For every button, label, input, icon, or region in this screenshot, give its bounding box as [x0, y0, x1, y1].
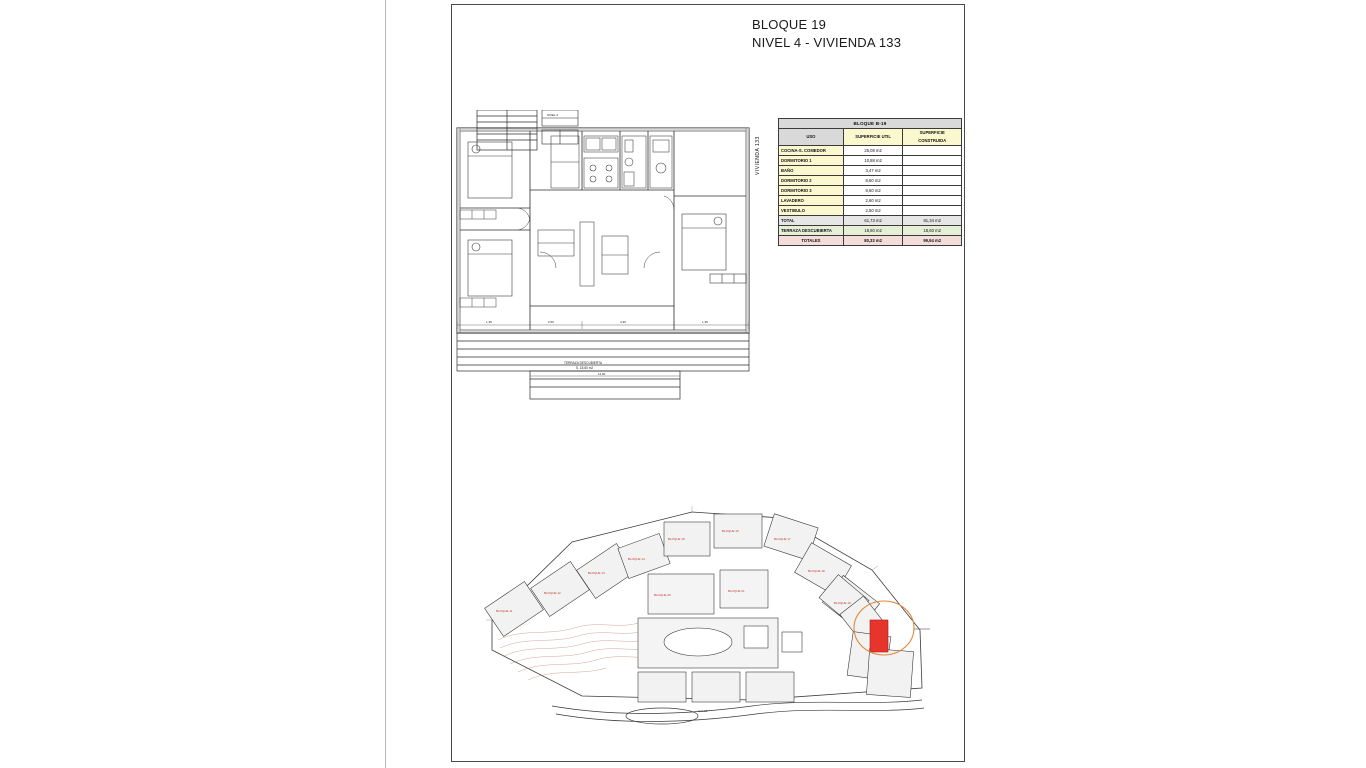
row-label: LAVADERO — [779, 196, 844, 206]
vertical-vivienda-label: VIVIENDA 133 — [755, 136, 761, 175]
table-row-terraza — [779, 226, 962, 236]
row-label: BAÑO — [779, 166, 844, 176]
highlighted-unit — [870, 620, 888, 652]
row-util: 2,60 m2 — [843, 196, 903, 206]
row-util: 25,08 m2 — [843, 146, 903, 156]
svg-text:1,35: 1,35 — [486, 320, 492, 324]
row-construida — [903, 206, 962, 216]
row-label: DORMITORIO 1 — [779, 156, 844, 166]
row-construida — [903, 166, 962, 176]
table-row — [779, 166, 962, 176]
row-construida — [903, 146, 962, 156]
floor-plan-drawing — [452, 110, 772, 400]
title-block — [752, 16, 952, 51]
row-util: 8,60 m2 — [843, 186, 903, 196]
table-column-header-row — [779, 129, 962, 146]
row-label: TOTALES — [779, 236, 844, 246]
table-row-total — [779, 216, 962, 226]
svg-text:11,00: 11,00 — [598, 372, 606, 376]
table-row — [779, 176, 962, 186]
site-plan-drawing — [452, 500, 964, 730]
table-row — [779, 186, 962, 196]
svg-text:BLOQUE 14: BLOQUE 14 — [628, 557, 645, 561]
title-nivel-vivienda: NIVEL 4 - VIVIENDA 133 — [752, 34, 902, 50]
svg-text:BLOQUE 18: BLOQUE 18 — [808, 569, 825, 573]
row-label: TOTAL — [779, 216, 844, 226]
row-util: 2,50 m2 — [843, 206, 903, 216]
row-util: 18,60 m2 — [843, 226, 903, 236]
row-util: 80,33 m2 — [843, 236, 903, 246]
row-label: TERRAZA DESCUBIERTA — [779, 226, 844, 236]
row-label: VESTIBULO — [779, 206, 844, 216]
svg-text:BLOQUE 19: BLOQUE 19 — [834, 601, 851, 605]
table-row — [779, 156, 962, 166]
col-header-superficie-construida: SUPERFICIE CONSTRUIDA — [903, 129, 962, 146]
table-row-totales — [779, 236, 962, 246]
table-row — [779, 196, 962, 206]
row-construida: 99,94 m2 — [903, 236, 962, 246]
svg-text:BLOQUE 12: BLOQUE 12 — [544, 591, 561, 595]
row-label: DORMITORIO 3 — [779, 186, 844, 196]
table-block-header: BLOQUE B-19 — [779, 119, 962, 129]
row-construida — [903, 176, 962, 186]
row-construida — [903, 156, 962, 166]
row-util: 8,60 m2 — [843, 176, 903, 186]
row-construida — [903, 186, 962, 196]
svg-text:BLOQUE 11: BLOQUE 11 — [496, 609, 513, 613]
svg-text:CALLE: CALLE — [698, 709, 708, 713]
row-construida: 81,34 m2 — [903, 216, 962, 226]
svg-text:TERRAZA DESCUBIERTA: TERRAZA DESCUBIERTA — [564, 361, 602, 365]
svg-text:2,50: 2,50 — [548, 320, 554, 324]
row-label: DORMITORIO 2 — [779, 176, 844, 186]
svg-text:BLOQUE 15: BLOQUE 15 — [668, 537, 685, 541]
svg-text:4,30: 4,30 — [620, 320, 626, 324]
table-block-header-row — [779, 119, 962, 129]
svg-text:BLOQUE 17: BLOQUE 17 — [774, 537, 791, 541]
svg-text:BLOQUE 21: BLOQUE 21 — [728, 589, 745, 593]
col-header-superficie-util: SUPERFICIE UTIL — [843, 129, 903, 146]
svg-text:S. 18,60 m2: S. 18,60 m2 — [576, 366, 594, 370]
svg-text:BLOQUE 13: BLOQUE 13 — [588, 571, 605, 575]
row-label: COCINA-S. COMEDOR — [779, 146, 844, 156]
row-util: 10,88 m2 — [843, 156, 903, 166]
table-row — [779, 206, 962, 216]
svg-text:NIVEL 4: NIVEL 4 — [547, 113, 559, 117]
svg-text:BLOQUE 20: BLOQUE 20 — [654, 593, 671, 597]
svg-text:BLOQUE 16: BLOQUE 16 — [722, 529, 739, 533]
table-row — [779, 146, 962, 156]
sheet-left-edge — [385, 0, 386, 768]
row-util: 61,73 m2 — [843, 216, 903, 226]
svg-text:1,35: 1,35 — [702, 320, 708, 324]
surface-area-table — [778, 118, 962, 246]
row-construida: 18,60 m2 — [903, 226, 962, 236]
title-bloque: BLOQUE 19 — [752, 17, 827, 32]
col-header-uso: USO — [779, 129, 844, 146]
row-construida — [903, 196, 962, 206]
row-util: 3,47 m2 — [843, 166, 903, 176]
